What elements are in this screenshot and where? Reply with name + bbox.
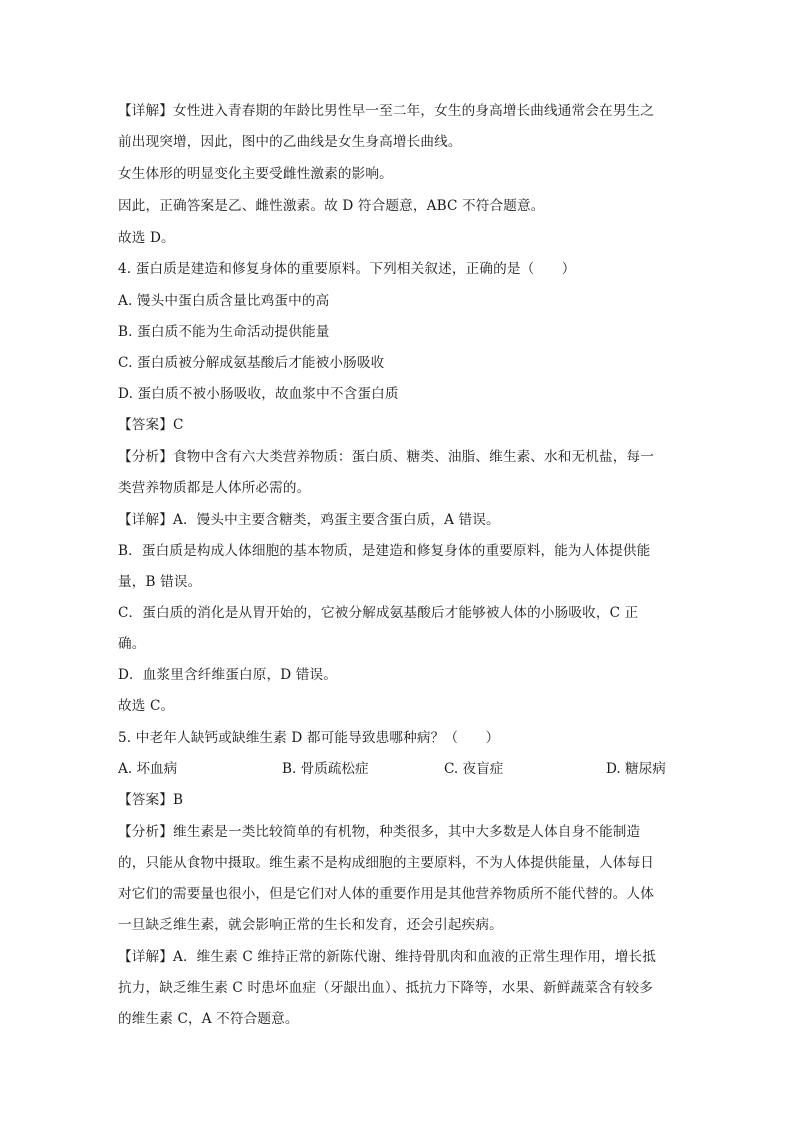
question-5-option-c: C. 夜盲症: [444, 761, 504, 777]
explanation-line: 的维生素 C，A 不符合题意。: [118, 1011, 299, 1027]
question-4-option-b: B. 蛋白质不能为生命活动提供能量: [118, 324, 330, 340]
analysis-line: 一旦缺乏维生素，就会影响正常的生长和发育，还会引起疾病。: [118, 917, 503, 933]
question-4-option-a: A. 馒头中蛋白质含量比鸡蛋中的高: [118, 293, 330, 309]
explanation-line: 抗力，缺乏维生素 C 时患坏血症（牙龈出血）、抵抗力下降等，水果、新鲜蔬菜含有较多: [118, 980, 653, 996]
explanation-line: C．蛋白质的消化是从胃开始的，它被分解成氨基酸后才能够被人体的小肠吸收，C 正: [118, 605, 639, 621]
explanation-line: B．蛋白质是构成人体细胞的基本物质，是建造和修复身体的重要原料，能为人体提供能: [118, 543, 651, 559]
explanation-line: D．血浆里含纤维蛋白原，D 错误。: [118, 667, 337, 683]
answer-label: 【答案】C: [118, 417, 184, 433]
text-line: 前出现突增，因此，图中的乙曲线是女生身高增长曲线。: [118, 134, 462, 150]
analysis-line: 类营养物质都是人体所必需的。: [118, 480, 311, 496]
analysis-line: 【分析】食物中含有六大类营养物质：蛋白质、糖类、油脂、维生素、水和无机盐，每一: [118, 449, 655, 465]
text-line: 女生体形的明显变化主要受雌性激素的影响。: [118, 166, 393, 182]
question-5-option-a: A. 坏血病: [118, 761, 178, 777]
text-line: 故选 D。: [118, 230, 175, 246]
explanation-line: 【详解】A．维生素 C 维持正常的新陈代谢、维持骨肌肉和血液的正常生理作用，增长抵: [118, 949, 656, 965]
choice-line: 故选 C。: [118, 698, 175, 714]
question-5-stem: 5. 中老年人缺钙或缺维生素 D 都可能导致患哪种病？（ ）: [118, 730, 500, 746]
explanation-line: 确。: [118, 636, 146, 652]
question-5-option-d: D. 糖尿病: [606, 761, 666, 777]
explanation-line: 【详解】A．馒头中主要含糖类，鸡蛋主要含蛋白质，A 错误。: [118, 512, 500, 528]
text-line: 【详解】女性进入青春期的年龄比男性早一至二年，女生的身高增长曲线通常会在男生之: [118, 103, 655, 119]
explanation-line: 量，B 错误。: [118, 574, 202, 590]
question-5-option-b: B. 骨质疏松症: [282, 761, 369, 777]
analysis-line: 的，只能从食物中摄取。维生素不是构成细胞的主要原料，不为人体提供能量，人体每日: [118, 855, 655, 871]
question-4-stem: 4. 蛋白质是建造和修复身体的重要原料。下列相关叙述，正确的是（ ）: [118, 261, 576, 277]
text-line: 因此，正确答案是乙、雌性激素。故 D 符合题意，ABC 不符合题意。: [118, 198, 545, 214]
question-4-option-d: D. 蛋白质不被小肠吸收，故血浆中不含蛋白质: [118, 386, 399, 402]
question-4-option-c: C. 蛋白质被分解成氨基酸后才能被小肠吸收: [118, 355, 385, 371]
answer-label: 【答案】B: [118, 792, 184, 808]
analysis-line: 对它们的需要量也很小，但是它们对人体的重要作用是其他营养物质所不能代替的。人体: [118, 886, 655, 902]
analysis-line: 【分析】维生素是一类比较简单的有机物，种类很多，其中大多数是人体自身不能制造: [118, 824, 641, 840]
